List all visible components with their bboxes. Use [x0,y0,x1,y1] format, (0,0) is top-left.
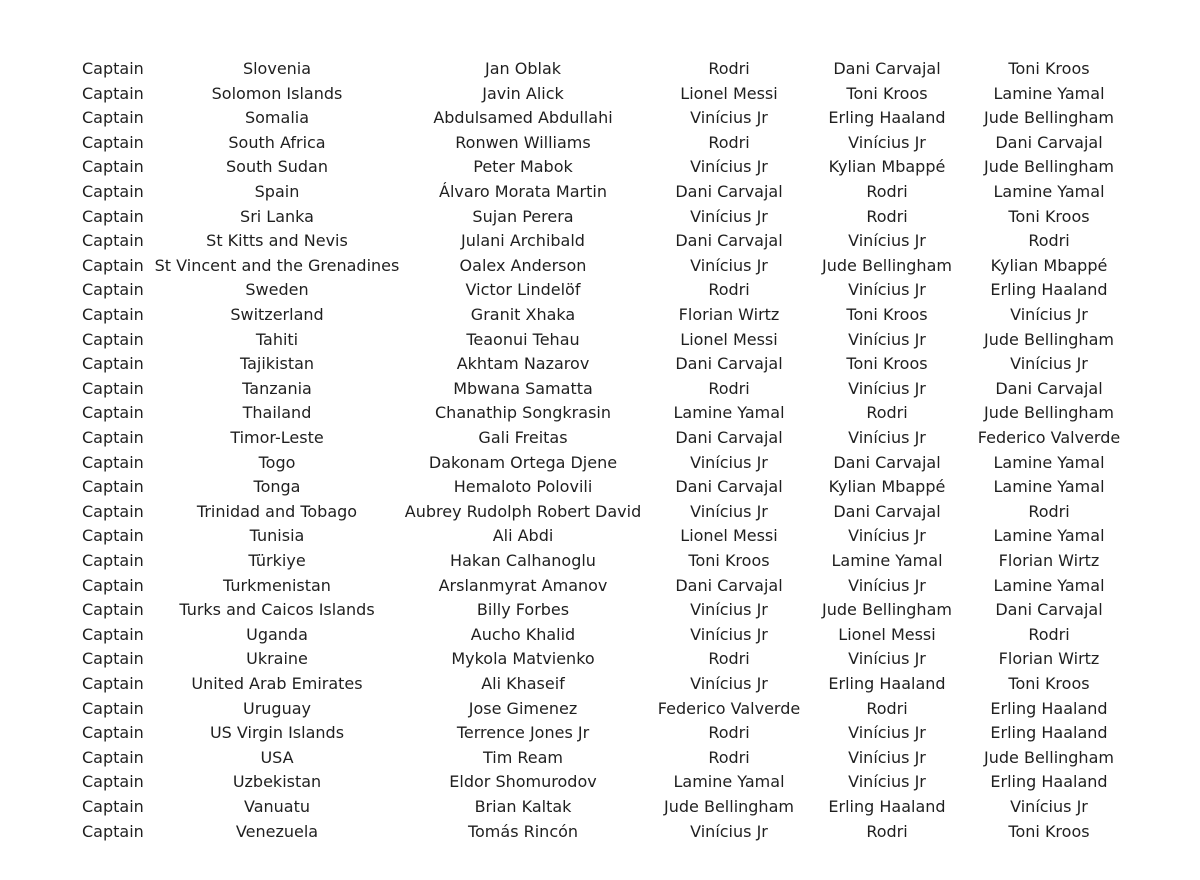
second-choice-cell: Dani Carvajal [833,59,941,78]
country-cell: South Africa [228,132,326,152]
second-choice-cell: Vinícius Jr [848,280,926,300]
role-cell: Captain [82,132,144,152]
captain-name-cell: Dakonam Ortega Djene [428,452,618,472]
role-cell: Captain [82,698,144,718]
role-cell: Captain [82,329,144,349]
role-cell: Captain [82,649,144,669]
second-choice-cell: Erling Haaland [828,797,946,816]
role-cell: Captain [82,403,144,423]
second-choice-cell: Lamine Yamal [831,551,943,570]
table-row [0,106,1200,130]
first-choice-cell: Dani Carvajal [675,231,783,251]
second-choice-cell: Rodri [866,206,908,226]
table-row [0,549,1200,573]
captain-name-cell: Eldor Shomurodov [449,772,597,792]
table-row [0,500,1200,524]
role-cell: Captain [82,477,144,497]
first-choice-cell: Lionel Messi [680,83,778,103]
second-choice-cell: Vinícius Jr [848,428,926,447]
country-cell: Togo [258,452,296,472]
table-row [0,401,1200,425]
country-cell: Tahiti [255,329,299,349]
third-choice-cell: Lamine Yamal [993,477,1105,497]
role-cell: Captain [82,182,144,201]
first-choice-cell: Vinícius Jr [690,157,768,177]
third-choice-cell: Lamine Yamal [993,575,1105,595]
captain-name-cell: Tomás Rincón [467,821,579,841]
role-cell: Captain [82,575,144,595]
role-cell: Captain [82,428,144,447]
captain-name-cell: Javin Alick [482,83,564,103]
country-cell: USA [260,747,294,767]
country-cell: Uganda [246,624,308,644]
country-cell: Spain [254,182,300,201]
third-choice-cell: Florian Wirtz [998,649,1100,669]
role-cell: Captain [82,624,144,644]
table-row [0,795,1200,819]
table-row [0,475,1200,499]
country-cell: Solomon Islands [211,83,343,103]
country-cell: Turks and Caicos Islands [179,600,375,620]
third-choice-cell: Kylian Mbappé [990,255,1108,275]
first-choice-cell: Vinícius Jr [690,206,768,226]
third-choice-cell: Dani Carvajal [995,378,1103,398]
country-cell: Ukraine [246,649,308,669]
third-choice-cell: Lamine Yamal [993,452,1105,472]
captain-name-cell: Mykola Matvienko [451,649,595,669]
first-choice-cell: Dani Carvajal [675,575,783,595]
second-choice-cell: Vinícius Jr [848,575,926,595]
role-cell: Captain [82,206,144,226]
role-cell: Captain [82,255,144,275]
country-cell: Vanuatu [243,797,311,816]
second-choice-cell: Jude Bellingham [822,600,952,620]
country-cell: Switzerland [230,305,324,324]
table-row [0,524,1200,548]
first-choice-cell: Vinícius Jr [690,501,768,521]
first-choice-cell: Vinícius Jr [690,674,768,693]
second-choice-cell: Kylian Mbappé [828,477,946,497]
first-choice-cell: Rodri [708,723,750,743]
captain-name-cell: Arslanmyrat Amanov [438,575,608,595]
table-row [0,303,1200,327]
captain-name-cell: Ali Khaseif [481,674,565,693]
second-choice-cell: Toni Kroos [846,83,928,103]
first-choice-cell: Rodri [708,747,750,767]
country-cell: Timor-Leste [230,428,324,447]
role-cell: Captain [82,83,144,103]
table-row [0,820,1200,844]
second-choice-cell: Vinícius Jr [848,378,926,398]
captain-name-cell: Akhtam Nazarov [456,354,590,374]
third-choice-cell: Erling Haaland [990,772,1108,792]
first-choice-cell: Dani Carvajal [675,477,783,497]
first-choice-cell: Lamine Yamal [673,772,785,792]
third-choice-cell: Rodri [1028,501,1070,521]
third-choice-cell: Jude Bellingham [984,108,1114,128]
table-row [0,180,1200,204]
country-cell: Tanzania [242,378,312,398]
captain-name-cell: Billy Forbes [476,600,570,620]
first-choice-cell: Rodri [708,132,750,152]
role-cell: Captain [82,723,144,743]
country-cell: Tonga [253,477,301,497]
table-row [0,205,1200,229]
role-cell: Captain [82,674,144,693]
third-choice-cell: Jude Bellingham [984,329,1114,349]
captain-name-cell: Victor Lindelöf [465,280,581,300]
table-row [0,574,1200,598]
second-choice-cell: Vinícius Jr [848,747,926,767]
captain-name-cell: Jan Oblak [484,59,562,78]
first-choice-cell: Rodri [708,280,750,300]
role-cell: Captain [82,526,144,546]
first-choice-cell: Vinícius Jr [690,624,768,644]
role-cell: Captain [82,772,144,792]
captain-name-cell: Hemaloto Polovili [453,477,593,497]
role-cell: Captain [82,59,144,78]
country-cell: Tajikistan [239,354,315,374]
country-cell: Venezuela [235,821,319,841]
first-choice-cell: Lamine Yamal [673,403,785,423]
third-choice-cell: Dani Carvajal [995,132,1103,152]
table-row [0,377,1200,401]
third-choice-cell: Toni Kroos [1008,674,1090,693]
role-cell: Captain [82,821,144,841]
captain-name-cell: Gali Freitas [478,428,568,447]
first-choice-cell: Vinícius Jr [690,821,768,841]
country-cell: St Kitts and Nevis [206,231,348,251]
country-cell: Uruguay [243,698,311,718]
table-row [0,254,1200,278]
second-choice-cell: Vinícius Jr [848,329,926,349]
table-row [0,328,1200,352]
second-choice-cell: Erling Haaland [828,674,946,693]
third-choice-cell: Rodri [1028,231,1070,251]
country-cell: Sri Lanka [240,206,314,226]
third-choice-cell: Vinícius Jr [1010,305,1088,324]
second-choice-cell: Vinícius Jr [848,132,926,152]
country-cell: Uzbekistan [232,772,322,792]
captain-name-cell: Chanathip Songkrasin [435,403,611,423]
captain-name-cell: Jose Gimenez [468,698,578,718]
table-row [0,57,1200,81]
second-choice-cell: Vinícius Jr [848,723,926,743]
table-row [0,426,1200,450]
country-cell: Trinidad and Tobago [196,501,358,521]
second-choice-cell: Dani Carvajal [833,452,941,472]
third-choice-cell: Toni Kroos [1008,59,1090,78]
second-choice-cell: Kylian Mbappé [828,157,946,177]
role-cell: Captain [82,231,144,251]
third-choice-cell: Dani Carvajal [995,600,1103,620]
third-choice-cell: Jude Bellingham [984,747,1114,767]
third-choice-cell: Vinícius Jr [1010,354,1088,374]
country-cell: Sweden [245,280,309,300]
second-choice-cell: Toni Kroos [846,305,928,324]
table-row [0,697,1200,721]
captain-name-cell: Aubrey Rudolph Robert David [404,501,642,521]
captain-name-cell: Álvaro Morata Martin [439,182,607,201]
role-cell: Captain [82,600,144,620]
country-cell: South Sudan [226,157,328,177]
table-row [0,770,1200,794]
third-choice-cell: Lamine Yamal [993,83,1105,103]
role-cell: Captain [82,108,144,128]
role-cell: Captain [82,452,144,472]
captain-name-cell: Peter Mabok [473,157,573,177]
first-choice-cell: Dani Carvajal [675,182,783,201]
second-choice-cell: Vinícius Jr [848,231,926,251]
first-choice-cell: Vinícius Jr [690,255,768,275]
table-row [0,672,1200,696]
country-cell: Somalia [244,108,310,128]
table-row [0,229,1200,253]
third-choice-cell: Erling Haaland [990,280,1108,300]
table-row [0,598,1200,622]
third-choice-cell: Erling Haaland [990,698,1108,718]
captain-name-cell: Oalex Anderson [459,255,587,275]
captain-name-cell: Ronwen Williams [455,132,591,152]
role-cell: Captain [82,501,144,521]
third-choice-cell: Erling Haaland [990,723,1108,743]
country-cell: Slovenia [242,59,312,78]
first-choice-cell: Vinícius Jr [690,452,768,472]
first-choice-cell: Dani Carvajal [675,428,783,447]
first-choice-cell: Toni Kroos [688,551,770,570]
third-choice-cell: Vinícius Jr [1010,797,1088,816]
role-cell: Captain [82,305,144,324]
captain-name-cell: Terrence Jones Jr [456,723,590,743]
second-choice-cell: Dani Carvajal [833,501,941,521]
captain-name-cell: Julani Archibald [461,231,585,251]
third-choice-cell: Lamine Yamal [993,526,1105,546]
role-cell: Captain [82,797,144,816]
table-row [0,278,1200,302]
second-choice-cell: Erling Haaland [828,108,946,128]
second-choice-cell: Toni Kroos [846,354,928,374]
country-cell: United Arab Emirates [191,674,363,693]
country-cell: St Vincent and the Grenadines [154,255,400,275]
captain-name-cell: Ali Abdi [492,526,554,546]
first-choice-cell: Rodri [708,649,750,669]
country-cell: Türkiye [248,551,306,570]
table-row [0,623,1200,647]
first-choice-cell: Rodri [708,378,750,398]
second-choice-cell: Jude Bellingham [822,255,952,275]
second-choice-cell: Lionel Messi [838,624,936,644]
role-cell: Captain [82,157,144,177]
third-choice-cell: Rodri [1028,624,1070,644]
table-row [0,451,1200,475]
first-choice-cell: Lionel Messi [680,526,778,546]
country-cell: Thailand [242,403,312,423]
captain-name-cell: Tim Ream [482,747,564,767]
third-choice-cell: Florian Wirtz [998,551,1100,570]
table-row [0,746,1200,770]
first-choice-cell: Vinícius Jr [690,600,768,620]
captain-name-cell: Hakan Calhanoglu [450,551,596,570]
country-cell: Turkmenistan [223,575,331,595]
role-cell: Captain [82,747,144,767]
table-row [0,647,1200,671]
third-choice-cell: Toni Kroos [1008,821,1090,841]
first-choice-cell: Dani Carvajal [675,354,783,374]
role-cell: Captain [82,280,144,300]
captain-name-cell: Teaonui Tehau [466,329,580,349]
third-choice-cell: Toni Kroos [1008,206,1090,226]
third-choice-cell: Jude Bellingham [984,157,1114,177]
second-choice-cell: Rodri [866,821,908,841]
first-choice-cell: Vinícius Jr [690,108,768,128]
role-cell: Captain [82,378,144,398]
captain-name-cell: Brian Kaltak [474,797,572,816]
captain-name-cell: Sujan Perera [472,206,574,226]
second-choice-cell: Vinícius Jr [848,649,926,669]
second-choice-cell: Rodri [866,403,908,423]
second-choice-cell: Rodri [866,698,908,718]
captain-name-cell: Mbwana Samatta [453,378,593,398]
captain-name-cell: Granit Xhaka [470,305,576,324]
table-row [0,82,1200,106]
third-choice-cell: Lamine Yamal [993,182,1105,201]
role-cell: Captain [82,354,144,374]
captain-name-cell: Abdulsamed Abdullahi [433,108,613,128]
table-row [0,131,1200,155]
third-choice-cell: Federico Valverde [977,428,1121,447]
second-choice-cell: Vinícius Jr [848,526,926,546]
table-row [0,352,1200,376]
role-cell: Captain [82,551,144,570]
captain-name-cell: Aucho Khalid [470,624,576,644]
second-choice-cell: Vinícius Jr [848,772,926,792]
table-row [0,721,1200,745]
third-choice-cell: Jude Bellingham [984,403,1114,423]
first-choice-cell: Florian Wirtz [678,305,780,324]
first-choice-cell: Federico Valverde [657,698,801,718]
first-choice-cell: Rodri [708,59,750,78]
first-choice-cell: Jude Bellingham [664,797,794,816]
first-choice-cell: Lionel Messi [680,329,778,349]
table-row [0,155,1200,179]
second-choice-cell: Rodri [866,182,908,201]
country-cell: US Virgin Islands [209,723,345,743]
country-cell: Tunisia [249,526,305,546]
